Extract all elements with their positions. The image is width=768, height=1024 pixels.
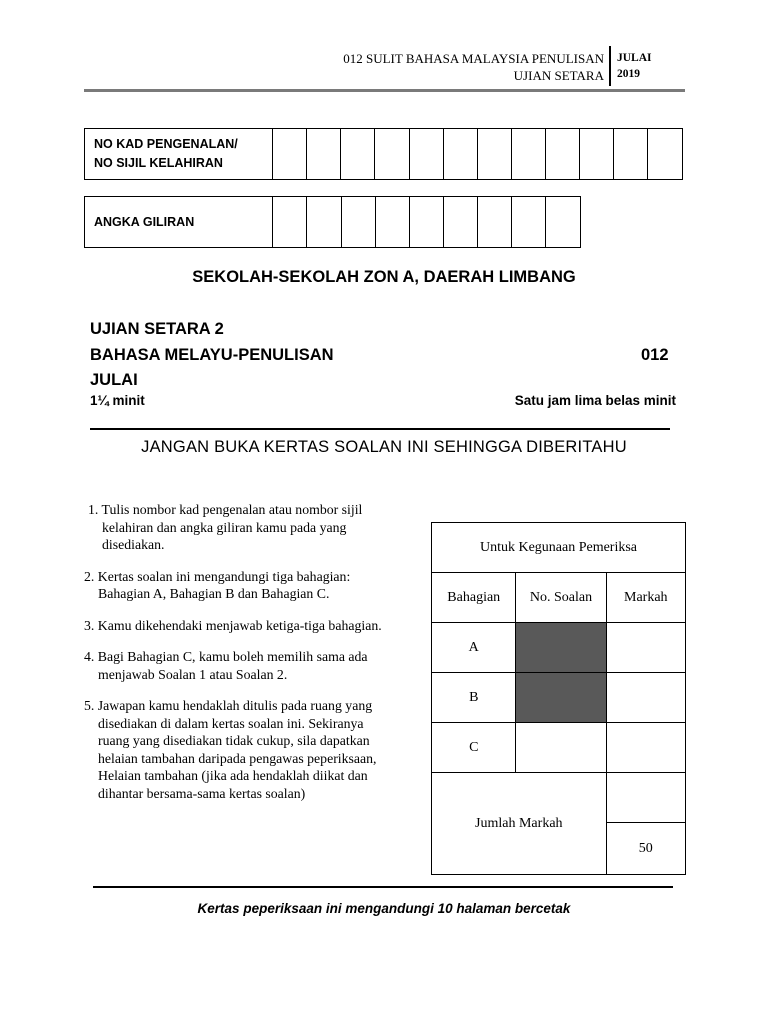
instruction-item: 5. Jawapan kamu hendaklah ditulis pada ruang yang disediakan di dalam kertas soalan ini. Sekiranya ruang yang disediakan tidak cukup, sila dapatkan helaian tambahan daripada pengawas peperiksaan, Helaian tambahan (jika ada hendaklah diikat dan dihantar bersama-sama kertas soalan) [84,698,377,801]
header-bahagian: Bahagian [432,573,516,623]
index-number-box[interactable] [444,197,478,247]
exam-subject: BAHASA MELAYU-PENULISAN [90,346,334,364]
question-cell-c[interactable] [516,723,606,773]
header-year: 2019 [617,68,640,80]
ic-number-box[interactable] [410,129,444,179]
ic-number-box[interactable] [580,129,614,179]
ic-number-box[interactable] [614,129,648,179]
header-date-block [617,50,652,82]
total-marks-cell[interactable] [606,773,685,823]
duration-long: Satu jam lima belas minit [514,393,676,408]
header-no-soalan: No. Soalan [516,573,606,623]
shaded-cell [516,623,606,673]
header-line-2: UJIAN SETARA [513,68,604,83]
index-number-row [84,196,581,248]
shaded-cell [516,673,606,723]
exam-code: 012 [641,346,669,364]
marks-cell-c[interactable] [606,723,685,773]
instruction-item: 3. Kamu dikehendaki menjawab ketiga-tiga bahagian. [84,617,382,633]
index-number-box[interactable] [273,197,307,247]
instruction-item: 4. Bagi Bahagian C, kamu boleh memilih sama ada menjawab Soalan 1 atau Soalan 2. [84,649,368,682]
row-label-a: A [432,623,516,673]
ic-number-box[interactable] [307,129,341,179]
index-number-box[interactable] [376,197,410,247]
header-divider [609,46,611,86]
ic-label-line-1: NO KAD PENGENALAN/ [94,137,238,151]
total-max: 50 [606,823,685,875]
total-label: Jumlah Markah [432,773,607,875]
exam-title: UJIAN SETARA 2 [90,320,224,338]
footer-rule [93,886,673,888]
marks-cell-a[interactable] [606,623,685,673]
ic-number-box[interactable] [648,129,682,179]
ic-number-box[interactable] [273,129,307,179]
ic-number-box[interactable] [546,129,580,179]
marks-cell-b[interactable] [606,673,685,723]
row-label-b: B [432,673,516,723]
index-number-label [85,197,273,247]
examiner-table-title: Untuk Kegunaan Pemeriksa [432,523,686,573]
header-line-1: 012 SULIT BAHASA MALAYSIA PENULISAN [343,51,604,66]
ic-number-box[interactable] [512,129,546,179]
index-number-box[interactable] [512,197,546,247]
ic-number-box[interactable] [375,129,409,179]
index-label-text: ANGKA GILIRAN [94,214,195,229]
index-number-box[interactable] [307,197,341,247]
header-subject-block [300,50,604,84]
examiner-table [431,522,686,875]
instruction-item: 1. Tulis nombor kad pengenalan atau nombor sijil kelahiran dan angka giliran kamu pada yang disediakan. [88,502,363,552]
school-name: SEKOLAH-SEKOLAH ZON A, DAERAH LIMBANG [192,268,576,286]
header-rule [84,89,685,92]
ic-number-box[interactable] [478,129,512,179]
exam-month: JULAI [90,371,138,389]
index-number-box[interactable] [410,197,444,247]
title-rule [90,428,670,430]
ic-number-label [85,129,273,179]
index-number-box[interactable] [478,197,512,247]
ic-number-box[interactable] [341,129,375,179]
instructions-list [84,501,384,816]
page-count-note: Kertas peperiksaan ini mengandungi 10 halaman bercetak [197,901,571,916]
header-markah: Markah [606,573,685,623]
duration-short: 1¼ minit [90,393,145,408]
instruction-item: 2. Kertas soalan ini mengandungi tiga bahagian: Bahagian A, Bahagian B dan Bahagian C. [84,568,351,601]
ic-number-box[interactable] [444,129,478,179]
header-month: JULAI [617,52,652,64]
ic-label-line-2: NO SIJIL KELAHIRAN [94,156,223,170]
ic-number-row [84,128,683,180]
warning-notice: JANGAN BUKA KERTAS SOALAN INI SEHINGGA DIBERITAHU [141,438,627,456]
row-label-c: C [432,723,516,773]
index-number-box[interactable] [342,197,376,247]
index-number-box[interactable] [546,197,580,247]
